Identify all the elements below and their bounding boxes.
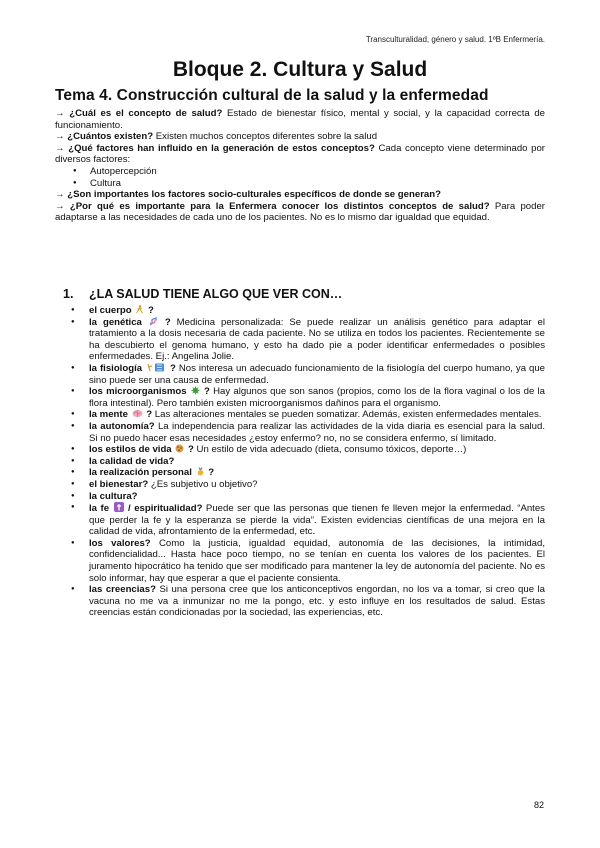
factors-list bbox=[55, 166, 545, 189]
list-item: ● los estilos de vida ? Un estilo de vida adecuado (dieta, consumo tóxicos, deporte…) bbox=[89, 444, 545, 456]
list-item: ● la cultura? bbox=[89, 491, 545, 503]
section-heading: 1. ¿LA SALUD TIENE ALGO QUE VER CON… bbox=[63, 287, 343, 301]
running-header: Transculturalidad, género y salud. 1ºB Enfermería. bbox=[365, 35, 545, 44]
organs-icon bbox=[146, 363, 166, 372]
list-item: ● la genética ? Medicina personalizada: Se puede realizar un análisis genético para adaptar el tratamiento a la dosis necesaria de cada paciente. No se utiliza en todos los pacientes. Recientemente se ha descubierto el genoma humano, y esto ha dado pie a poder identificar enfermedades o posibles enfermedades. Ej.: Angelina Jolie. bbox=[89, 317, 545, 363]
question-1: → ¿Cuál es el concepto de salud? Estado de bienestar físico, mental y social, y la capacidad correcta de funcionamiento. bbox=[55, 108, 545, 131]
list-item: ● la fe / espiritualidad? Puede ser que las personas que tienen fe lleven mejor la enfermedad. “Antes que perder la fe y la esperanza se pierde la vida”. Existen evidencias científicas de una mejora en la calidad de vida, afrontamiento de la enfermedad, etc. bbox=[89, 502, 545, 538]
list-item: ● la realización personal ? bbox=[89, 467, 545, 479]
question-5: → ¿Por qué es importante para la Enfermera conocer los distintos conceptos de salud? Para poder adaptarse a las necesidades de cada uno de los pacientes. No es lo mismo dar igualdad que equidad. bbox=[55, 200, 546, 224]
dna-icon bbox=[149, 317, 158, 326]
list-item: ● la calidad de vida? bbox=[89, 456, 545, 468]
cookie-icon bbox=[175, 444, 184, 453]
brain-icon bbox=[132, 409, 143, 418]
question-3: → ¿Qué factores han influido en la generación de estos conceptos? Cada concepto viene determinado por diversos factores: bbox=[55, 142, 545, 166]
list-item: ● las creencias? Si una persona cree que los anticonceptivos engordan, no los va a tomar, si creo que la vacuna no me va a inmunizar no me la pongo, etc. y esto influye en los resultados de salud. Estas creencias están condicionadas por la sociedad, las experiencias, etc. bbox=[89, 584, 545, 619]
question-2: → ¿Cuántos existen? Existen muchos conceptos diferentes sobre la salud bbox=[55, 131, 378, 143]
list-item: ● la mente ? Las alteraciones mentales se pueden somatizar. Además, existen enfermedades mentales. bbox=[89, 409, 545, 421]
list-item: ● los microorganismos ? Hay algunos que son sanos (propios, como los de la flora vaginal o los de la flora intestinal). Pero también existen microorganismos dañinos para el organismo. bbox=[89, 386, 545, 409]
microbe-icon bbox=[191, 386, 200, 395]
intro-block bbox=[55, 108, 545, 224]
running-person-icon bbox=[135, 305, 144, 314]
list-item: ● el cuerpo ? bbox=[89, 305, 545, 317]
medal-icon bbox=[196, 467, 205, 476]
list-item: ● el bienestar? ¿Es subjetivo u objetivo? bbox=[89, 479, 545, 491]
page-title: Bloque 2. Cultura y Salud bbox=[172, 58, 428, 81]
list-item: ● los valores? Como la justicia, igualdad equidad, autonomía de las decisiones, la intimidad, confidencialidad... Hasta hace poco tiempo, no se tenían en cuenta los valores de los pacientes. El juramento hipocrático ha tenido que ser modificado para mantener la ley de autonomía del paciente. No es solo informar, hay que esperar a que el paciente consienta. bbox=[89, 538, 545, 584]
cross-icon bbox=[114, 502, 124, 512]
health-factors-list bbox=[89, 305, 545, 619]
topic-subtitle: Tema 4. Construcción cultural de la salud y la enfermedad bbox=[55, 87, 489, 104]
page-number: 82 bbox=[533, 800, 544, 810]
list-item: ● la fisiología ? Nos interesa un adecuado funcionamiento de la fisiología del cuerpo humano, ya que sino puede ser una causa de enfermedad. bbox=[89, 363, 545, 386]
question-4: → ¿Son importantes los factores socio-culturales específicos de donde se generan? bbox=[55, 189, 441, 201]
list-item: ● la autonomía? La independencia para realizar las actividades de la vida diaria es esencial para la salud. Si no puedo hacer esas necesidades ¿estoy enfermo? no, no se considera enfermo, sí limitado. bbox=[89, 421, 545, 444]
list-item: ● Cultura bbox=[55, 178, 545, 190]
list-item: ● Autopercepción bbox=[55, 166, 545, 178]
